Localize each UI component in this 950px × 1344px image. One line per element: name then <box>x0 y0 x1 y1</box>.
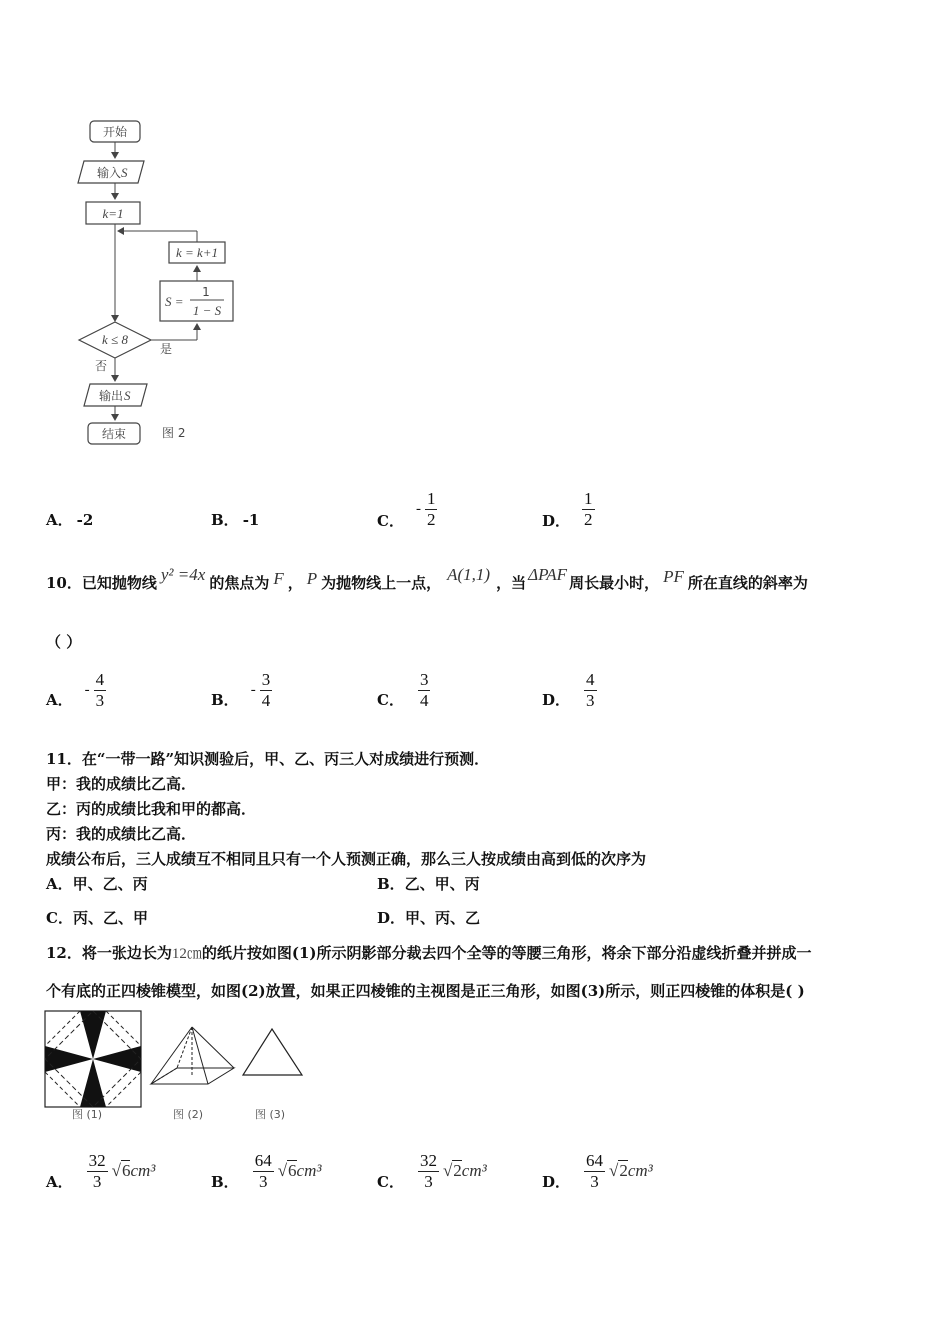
q11-statement-yi: 乙：丙的成绩比我和甲的都高． <box>46 800 257 818</box>
q10-option-a[interactable]: A． - $\frac{4}{3}$ <box>46 669 105 710</box>
q12-option-d-fraction: $\frac{64}{3}$ <box>586 1150 604 1191</box>
q10-option-a-fraction: $\frac{4}{3}$ <box>95 669 105 710</box>
q12-figure-3-caption: 图 (3) <box>255 1108 286 1121</box>
q10-option-d-fraction: $\frac{4}{3}$ <box>586 669 595 710</box>
q12-figure-3 <box>240 1026 306 1078</box>
q11-option-b[interactable]: B．乙、甲、丙 <box>377 875 480 893</box>
q9-option-c[interactable]: C． - $\frac{1}{2}$ <box>377 488 436 530</box>
flowchart-output-label: 输出 <box>98 389 124 403</box>
flowchart-input-label: 输入 <box>96 166 122 180</box>
flowchart-init-label: k=1 <box>102 206 124 221</box>
q9-option-c-fraction: $\frac{1}{2}$ <box>426 488 436 529</box>
q11-option-d[interactable]: D．甲、丙、乙 <box>377 909 481 927</box>
q9-option-b[interactable]: B． -1 <box>211 511 260 529</box>
q12-stem-line1: 12．将一张边长为12㎝的纸片按如图(1)所示阴影部分裁去四个全等的等腰三角形，将余下部分沿虚线折叠并拼成一 <box>46 944 812 962</box>
q12-option-b[interactable]: B． $\frac{64}{3}$ √6 cm³ <box>211 1150 322 1191</box>
q11-option-c[interactable]: C．丙、乙、甲 <box>46 909 148 927</box>
flowchart-end-label: 结束 <box>101 427 127 441</box>
flowchart-caption: 图 2 <box>162 426 186 440</box>
q11-question: 成绩公布后，三人成绩互不相同且只有一个人预测正确，那么三人按成绩由高到低的次序为 <box>46 850 647 868</box>
q9-option-a[interactable]: A． -2 <box>46 511 94 529</box>
q12-figure-1 <box>44 1010 144 1110</box>
flowchart-input-var: S <box>121 165 128 180</box>
q12-option-a[interactable]: A． $\frac{32}{3}$ √6 cm³ <box>46 1150 156 1191</box>
q11-statement-bing: 丙：我的成绩比乙高． <box>46 825 197 843</box>
flowchart-yes-label: 是 <box>160 342 173 356</box>
flowchart-condition-label: k ≤ 8 <box>102 332 128 347</box>
flowchart-update-s-num: 1 <box>202 285 210 299</box>
q10-option-b[interactable]: B． - $\frac{3}{4}$ <box>211 669 271 710</box>
q12-figure-1-caption: 图 (1) <box>72 1108 103 1121</box>
flowchart-update-s-lhs: S = <box>165 294 184 309</box>
q11-stem: 11．在“一带一路”知识测验后，甲、乙、丙三人对成绩进行预测． <box>46 750 490 768</box>
flowchart-figure <box>70 110 270 455</box>
q10-option-c-fraction: $\frac{3}{4}$ <box>419 669 429 710</box>
q12-option-b-fraction: $\frac{64}{3}$ <box>254 1150 272 1191</box>
flowchart-update-k-label: k = k+1 <box>175 245 219 260</box>
q10-stem: 10．已知抛物线 y² =4x 的焦点为 F ， P 为抛物线上一点， A(1,1) ，当 ΔPAF 周长最小时， PF 所在直线的斜率为 <box>46 565 808 592</box>
q12-option-c-fraction: $\frac{32}{3}$ <box>419 1150 437 1191</box>
q12-option-a-fraction: $\frac{32}{3}$ <box>88 1150 106 1191</box>
q12-figure-2-caption: 图 (2) <box>173 1108 204 1121</box>
q12-figure-2 <box>148 1024 238 1088</box>
flowchart-output-var: S <box>124 388 131 403</box>
q11-option-a[interactable]: A．甲、乙、丙 <box>46 875 148 893</box>
flowchart-start-label: 开始 <box>102 125 128 139</box>
flowchart-update-s-den: 1 − S <box>192 303 222 318</box>
q10-answer-paren: （ ） <box>46 633 82 651</box>
flowchart-no-label: 否 <box>95 359 108 373</box>
q10-option-d[interactable]: D． $\frac{4}{3}$ <box>542 669 595 710</box>
q10-option-b-fraction: $\frac{3}{4}$ <box>261 669 271 710</box>
q12-stem-line2: 个有底的正四棱锥模型，如图(2)放置，如果正四棱锥的主视图是正三角形，如图(3)所示，则正四棱锥的体积是( ) <box>46 982 805 1000</box>
q9-option-d-fraction: $\frac{1}{2}$ <box>584 488 593 529</box>
q12-option-d[interactable]: D． $\frac{64}{3}$ √2 cm³ <box>542 1150 653 1191</box>
q11-statement-jia: 甲：我的成绩比乙高． <box>46 775 197 793</box>
q9-option-d[interactable]: D． $\frac{1}{2}$ <box>542 488 593 530</box>
q12-option-c[interactable]: C． $\frac{32}{3}$ √2 cm³ <box>377 1150 487 1191</box>
q10-option-c[interactable]: C． $\frac{3}{4}$ <box>377 669 429 710</box>
